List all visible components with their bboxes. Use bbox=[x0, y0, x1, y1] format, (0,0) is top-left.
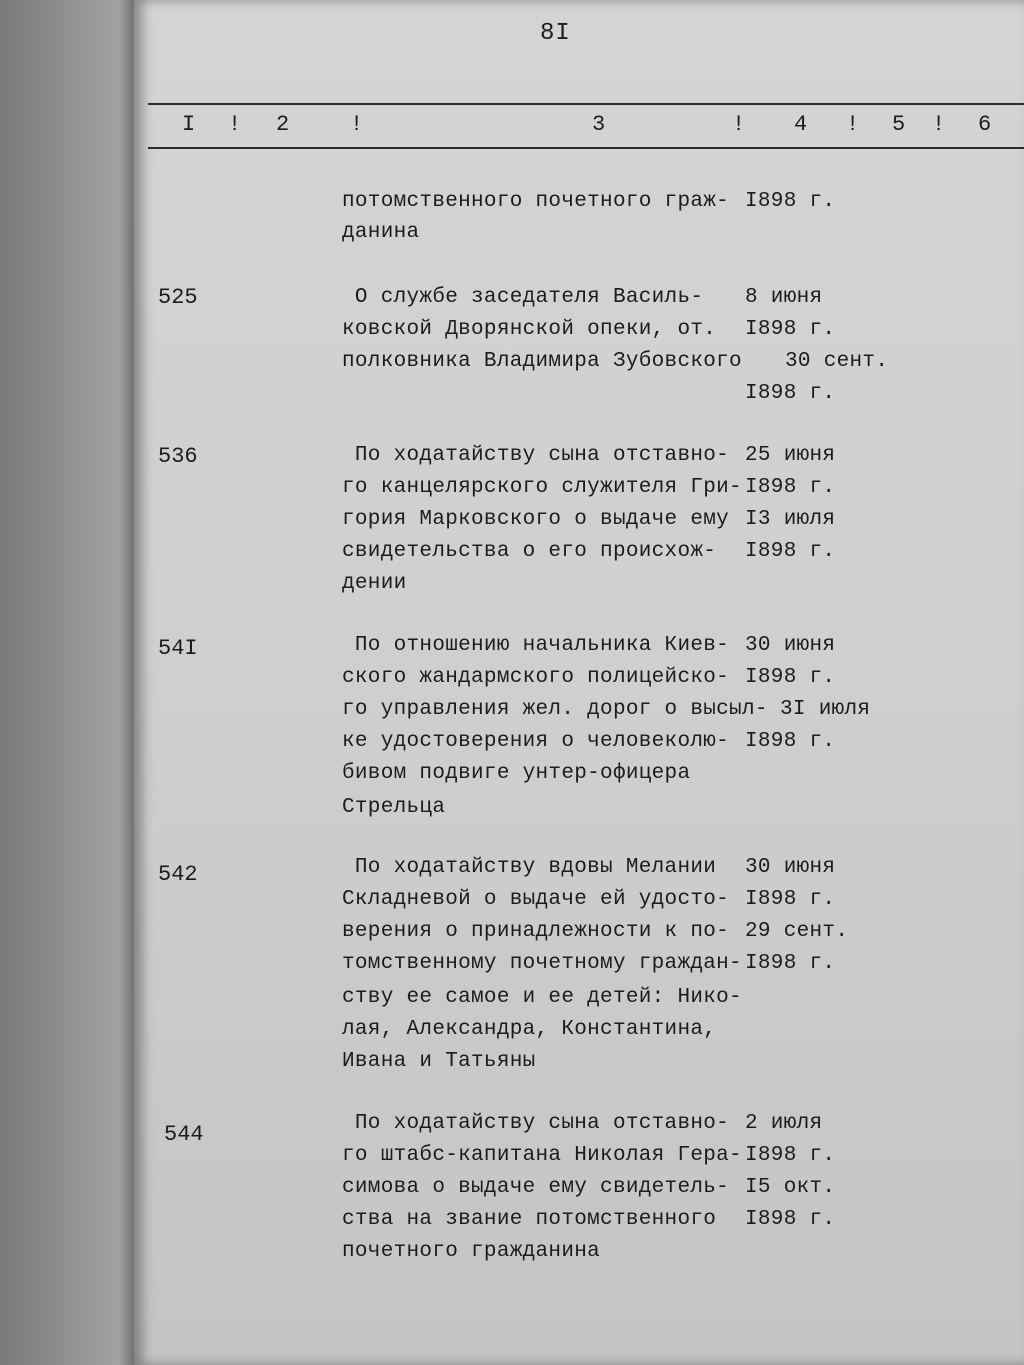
entry-text-line: свидетельства о его происхож- bbox=[342, 540, 717, 563]
entry-number: 544 bbox=[164, 1122, 204, 1147]
entry-text-line: почетного гражданина bbox=[342, 1240, 601, 1263]
header-top-rule bbox=[148, 103, 1024, 105]
column-header-2: 2 bbox=[276, 112, 290, 137]
entry-date: 29 сент. bbox=[745, 920, 849, 943]
entry-number: 536 bbox=[158, 444, 198, 469]
header-bottom-rule bbox=[148, 147, 1024, 149]
entry-number: 54I bbox=[158, 636, 198, 661]
entry-date: 30 сент. bbox=[785, 350, 889, 373]
entry-text-line: ковской Дворянской опеки, от. bbox=[342, 318, 717, 341]
entry-text-line: полковника Владимира Зубовского bbox=[342, 350, 742, 373]
entry-date: I5 окт. bbox=[745, 1176, 836, 1199]
column-header-1: I bbox=[182, 112, 196, 137]
column-separator: ! bbox=[846, 112, 860, 137]
column-header-5: 5 bbox=[892, 112, 906, 137]
entry-text-line: го канцелярского служителя Гри- bbox=[342, 476, 742, 499]
entry-text-line: ского жандармского полицейско- bbox=[342, 666, 730, 689]
entry-text-line: симова о выдаче ему свидетель- bbox=[342, 1176, 730, 1199]
column-separator: ! bbox=[732, 112, 746, 137]
entry-text-line: томственному почетному граждан- bbox=[342, 952, 742, 975]
entry-date: I898 г. bbox=[745, 540, 836, 563]
column-header-6: 6 bbox=[978, 112, 992, 137]
entry-text-line: Ивана и Татьяны bbox=[342, 1050, 536, 1073]
page-number: 8I bbox=[540, 20, 571, 47]
column-separator: ! bbox=[228, 112, 242, 137]
entry-date: 30 июня bbox=[745, 856, 836, 879]
entry-text-line: гория Марковского о выдаче ему bbox=[342, 508, 730, 531]
entry-text-line: верения о принадлежности к по- bbox=[342, 920, 730, 943]
entry-date: 30 июня bbox=[745, 634, 836, 657]
entry-text-line: потомственного почетного граж- bbox=[342, 190, 730, 213]
column-separator: ! bbox=[350, 112, 364, 137]
entry-text-line: данина bbox=[342, 221, 420, 244]
entry-date: I898 г. bbox=[745, 318, 836, 341]
entry-date: I898 г. bbox=[745, 666, 836, 689]
entry-text-line: По ходатайству сына отставно- bbox=[342, 444, 730, 467]
entry-date: 25 июня bbox=[745, 444, 836, 467]
entry-text-line: По ходатайству сына отставно- bbox=[342, 1112, 730, 1135]
facing-page-strip bbox=[0, 0, 140, 1365]
entry-date: I898 г. bbox=[745, 1208, 836, 1231]
entry-date: I898 г. bbox=[745, 476, 836, 499]
entry-text-line: Складневой о выдаче ей удосто- bbox=[342, 888, 730, 911]
entry-date: 3I июля bbox=[780, 698, 871, 721]
entry-text-line: ству ее самое и ее детей: Нико- bbox=[342, 986, 742, 1009]
entry-date: I898 г. bbox=[745, 952, 836, 975]
entry-number: 542 bbox=[158, 862, 198, 887]
entry-date: I898 г. bbox=[745, 382, 836, 405]
entry-date: I898 г. bbox=[745, 730, 836, 753]
entry-text-line: ке удостоверения о человеколю- bbox=[342, 730, 730, 753]
entry-text-line: дении bbox=[342, 572, 407, 595]
entry-text-line: По отношению начальника Киев- bbox=[342, 634, 730, 657]
entry-date: I898 г. bbox=[745, 888, 836, 911]
entry-number: 525 bbox=[158, 285, 198, 310]
column-header-3: 3 bbox=[592, 112, 606, 137]
entry-date: 2 июля bbox=[745, 1112, 823, 1135]
column-header-4: 4 bbox=[794, 112, 808, 137]
entry-text-line: бивом подвиге унтер-офицера bbox=[342, 762, 691, 785]
entry-text-line: О службе заседателя Василь- bbox=[342, 286, 704, 309]
entry-text-line: лая, Александра, Константина, bbox=[342, 1018, 717, 1041]
entry-text-line: го штабс-капитана Николая Гера- bbox=[342, 1144, 742, 1167]
entry-text-line: Стрельца bbox=[342, 796, 446, 819]
column-separator: ! bbox=[932, 112, 946, 137]
entry-text-line: ства на звание потомственного bbox=[342, 1208, 717, 1231]
entry-date: I898 г. bbox=[745, 1144, 836, 1167]
entry-date: 8 июня bbox=[745, 286, 823, 309]
entry-text-line: го управления жел. дорог о высыл- bbox=[342, 698, 768, 721]
entry-text-line: По ходатайству вдовы Мелании bbox=[342, 856, 717, 879]
entry-date: I898 г. bbox=[745, 190, 836, 213]
entry-date: I3 июля bbox=[745, 508, 836, 531]
